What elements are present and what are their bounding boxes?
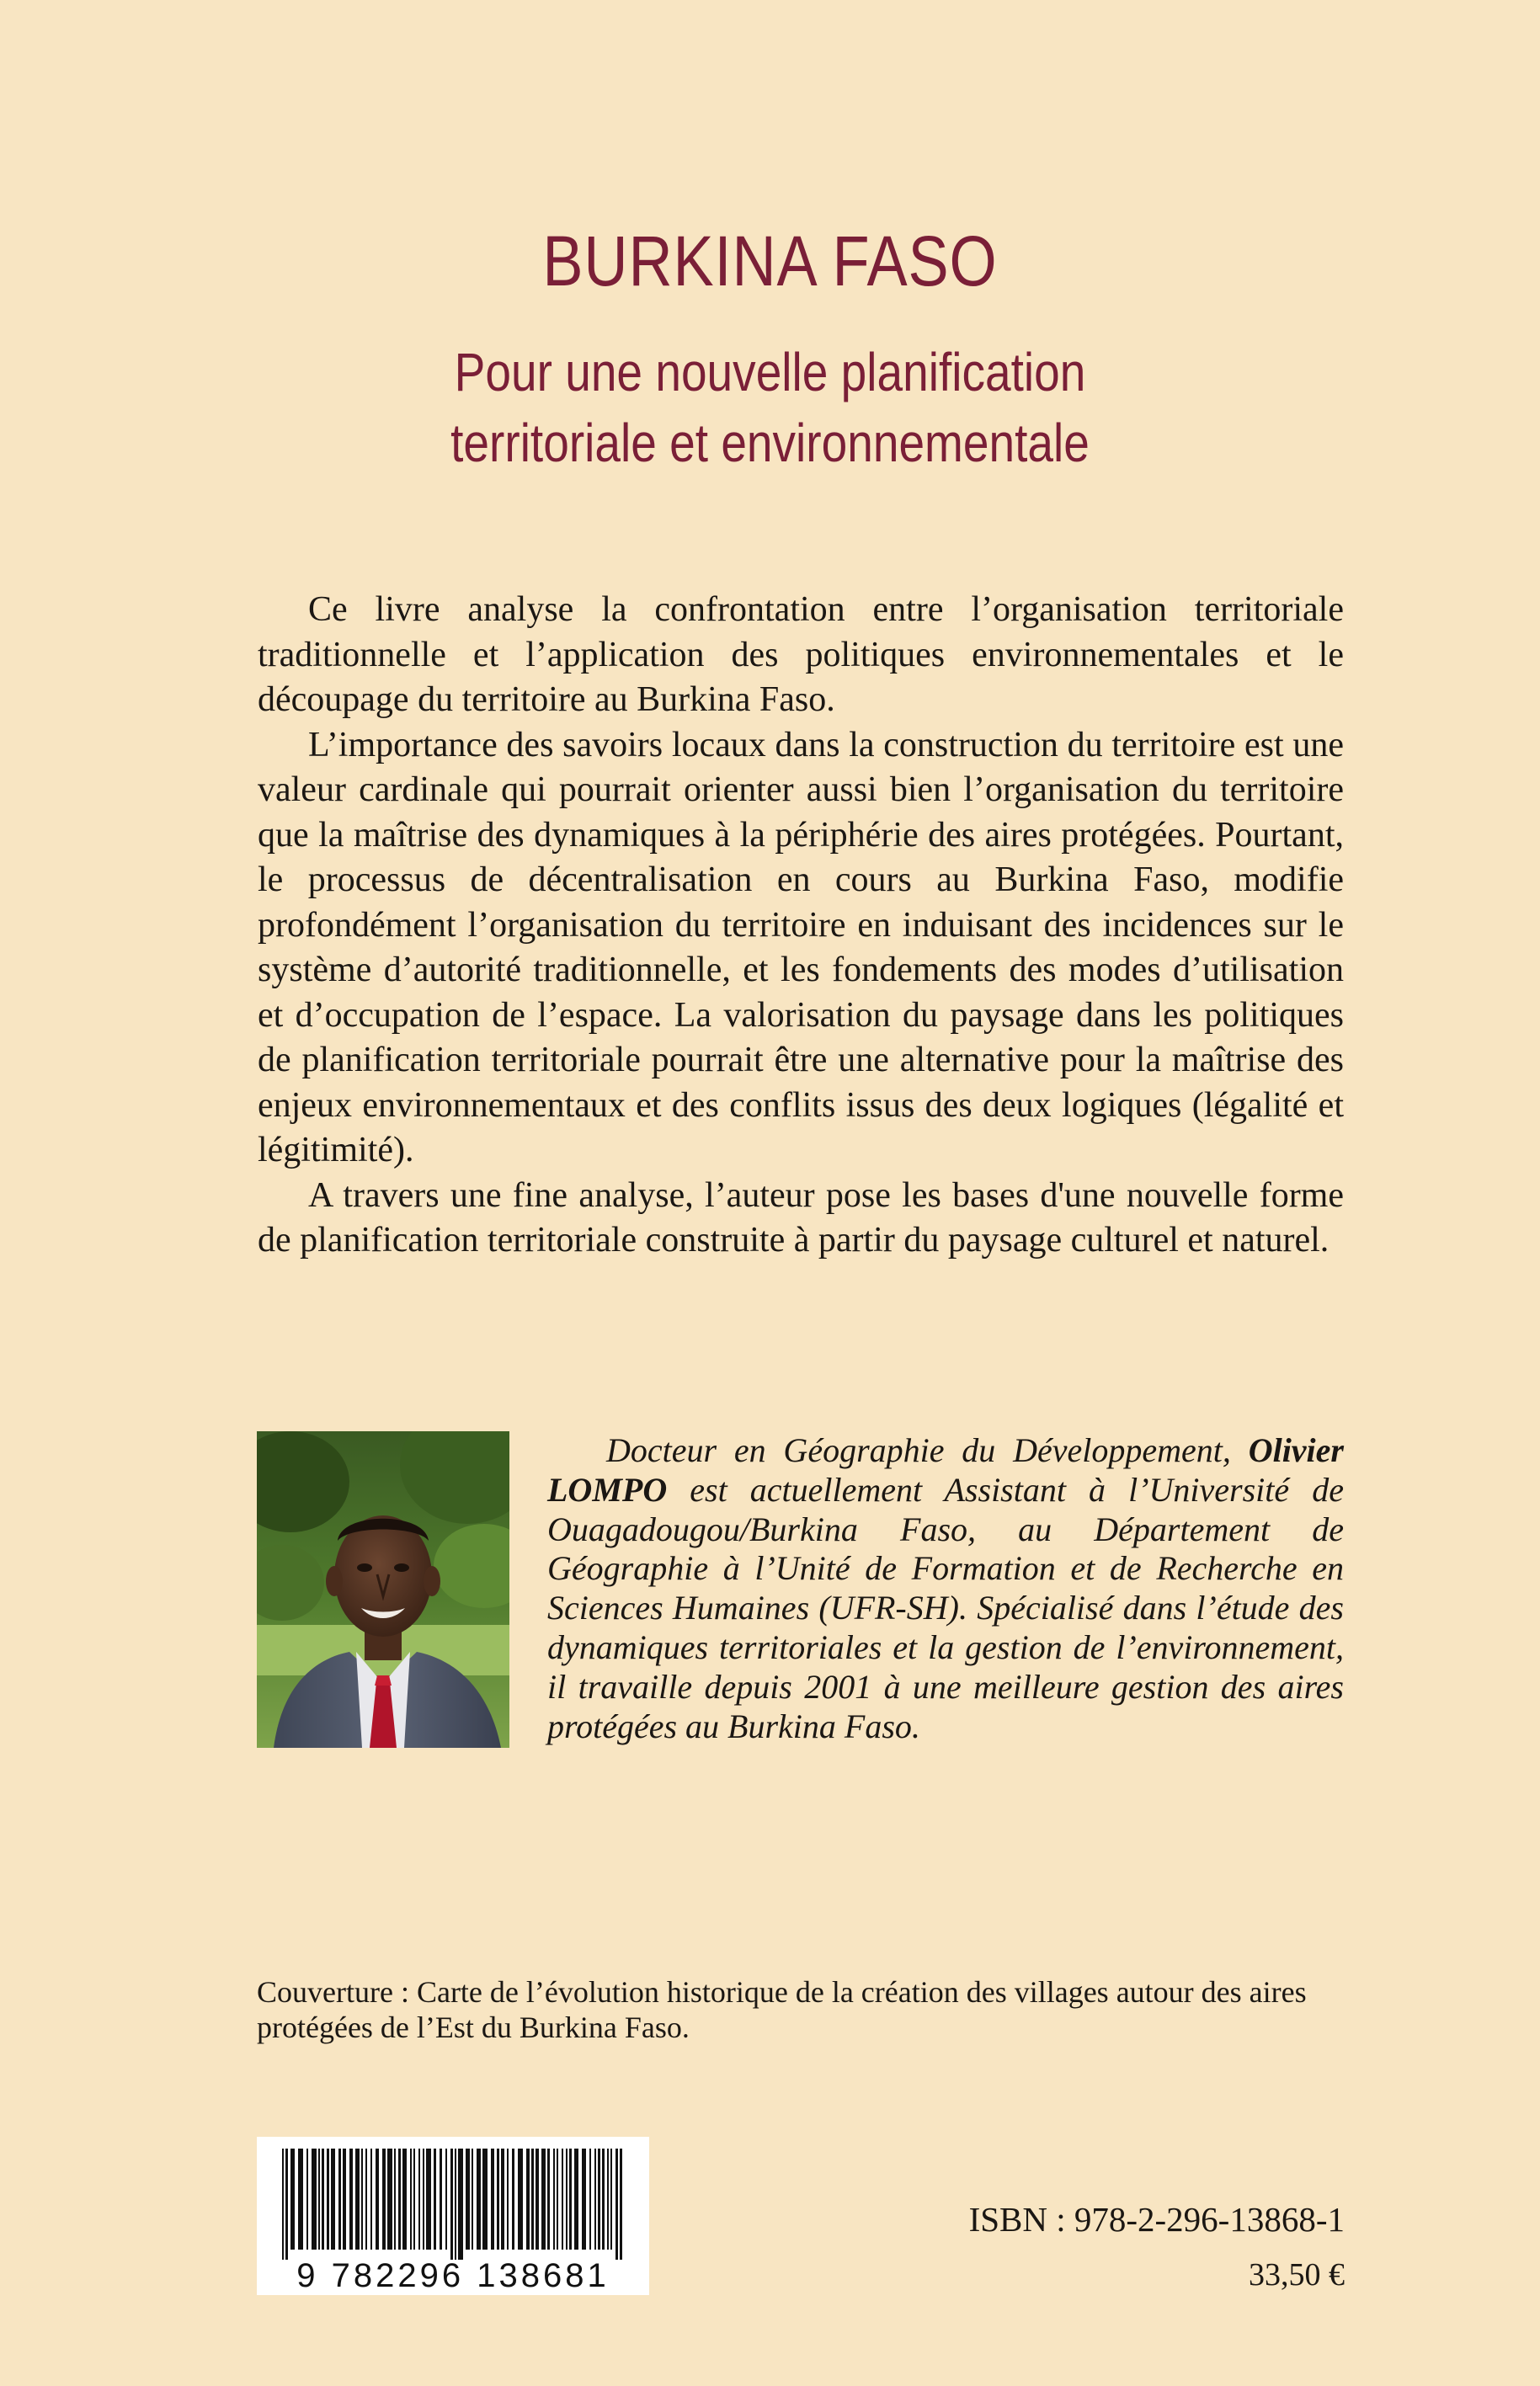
barcode-bar	[562, 2149, 563, 2250]
barcode-bar	[355, 2149, 360, 2250]
barcode-bar	[338, 2149, 341, 2250]
barcode-bars	[282, 2149, 622, 2260]
barcode-bar	[361, 2149, 363, 2250]
barcode-bar	[477, 2149, 481, 2250]
barcode-bar	[620, 2149, 622, 2260]
barcode-bar	[455, 2149, 456, 2260]
barcode-bar	[440, 2149, 442, 2250]
barcode-bar	[394, 2149, 396, 2250]
barcode-bar	[410, 2149, 412, 2250]
bio-details: est actuellement Assistant à l’Université de Ouagadougou/Burkina Faso, au Département de Géographie à l’Unité de Formation et de Recherche en Sciences Humaines (UFR-SH). Spécialisé dans l’étude des dynamiques territoriales et la gestion de l’environnement, il travaille depuis 2001 à une meilleure gestion des aires protégées au Burkina Faso.	[547, 1470, 1344, 1745]
barcode-bar	[610, 2149, 612, 2250]
barcode-bar	[553, 2149, 555, 2250]
summary-paragraph-2: L’importance des savoirs locaux dans la construction du territoire est une valeur cardinale qui pourrait orienter aussi bien l’organisation du territoire que la maîtrise des dynamiques à la périphérie des aires protégées. Pourtant, le processus de décentralisation en cours au Burkina Faso, modifie profondément l’organisation du territoire en induisant des incidences sur le système d’autorité traditionnelle, et les fondements des modes d’utilisation et d’occupation de l’espace. La valorisation du paysage dans les politiques de planification territoriale pourrait être une alternative pour la maîtrise des enjeux environnementaux et des conflits issus des deux logiques (légalité et légitimité).	[258, 725, 1344, 1169]
barcode-bar	[531, 2149, 534, 2250]
barcode-bar	[594, 2149, 596, 2250]
barcode-bar	[569, 2149, 572, 2250]
barcode-bar	[327, 2149, 329, 2250]
barcode-bar	[582, 2149, 586, 2250]
barcode-bar	[566, 2149, 568, 2250]
author-photo	[257, 1431, 509, 1748]
barcode-bar	[472, 2149, 473, 2250]
barcode-bar	[507, 2149, 509, 2250]
subtitle-line-1: Pour une nouvelle planification	[454, 342, 1086, 402]
barcode-bar	[370, 2149, 372, 2250]
barcode-bar	[450, 2149, 453, 2260]
author-bio	[547, 1431, 1344, 1746]
barcode-bar	[482, 2149, 488, 2250]
barcode-bar	[376, 2149, 379, 2250]
barcode-bar	[512, 2149, 514, 2250]
barcode-bar	[322, 2149, 324, 2250]
barcode-bar	[541, 2149, 546, 2250]
isbn: ISBN : 978-2-296-13868-1	[968, 2200, 1345, 2239]
barcode-bar	[318, 2149, 320, 2250]
barcode-bar	[574, 2149, 578, 2250]
barcode-bar	[607, 2149, 609, 2250]
barcode-bar	[536, 2149, 539, 2250]
barcode-bar	[615, 2149, 618, 2260]
subtitle-line-2: territoriale et environnementale	[450, 413, 1090, 473]
barcode-bar	[418, 2149, 420, 2250]
barcode-bar	[557, 2149, 558, 2250]
barcode-bar	[387, 2149, 392, 2250]
barcode-bar	[491, 2149, 494, 2250]
barcode-bar	[349, 2149, 353, 2250]
summary-paragraph-3: A travers une fine analyse, l’auteur pose les bases d'une nouvelle forme de planification territoriale construite à partir du paysage culturel et naturel.	[258, 1175, 1344, 1260]
barcode-bar	[518, 2149, 523, 2250]
barcode-bar	[458, 2149, 463, 2260]
barcode	[257, 2137, 649, 2295]
barcode-bar	[312, 2149, 317, 2250]
barcode-bar	[497, 2149, 499, 2250]
barcode-bar	[298, 2149, 303, 2250]
barcode-bar	[306, 2149, 308, 2250]
barcode-bar	[402, 2149, 407, 2250]
barcode-bar	[501, 2149, 504, 2250]
barcode-bar	[331, 2149, 335, 2250]
barcode-bar	[426, 2149, 431, 2250]
price: 33,50 €	[1249, 2257, 1345, 2293]
barcode-bar	[290, 2149, 295, 2250]
bio-intro: Docteur en Géographie du Développement,	[606, 1431, 1249, 1469]
cover-caption: Couverture : Carte de l’évolution historique de la création des villages autour des aires protégées de l’Est du Burkina Faso.	[257, 1975, 1307, 2044]
barcode-bar	[382, 2149, 386, 2250]
barcode-bar	[423, 2149, 424, 2250]
barcode-bar	[547, 2149, 550, 2250]
barcode-bar	[598, 2149, 600, 2250]
summary-paragraph-1: Ce livre analyse la confrontation entre l’organisation territoriale traditionnelle et l’application des politiques environnementales et le découpage du territoire au Burkina Faso.	[258, 590, 1344, 719]
barcode-bar	[365, 2149, 367, 2250]
barcode-bar	[413, 2149, 415, 2250]
book-subtitle	[108, 337, 1432, 478]
book-title: BURKINA FASO	[542, 221, 998, 301]
barcode-bar	[589, 2149, 591, 2250]
barcode-bar	[434, 2149, 436, 2250]
barcode-digits: 9 782296 138681	[296, 2257, 610, 2294]
barcode-bar	[466, 2149, 470, 2250]
barcode-bar	[602, 2149, 605, 2250]
barcode-bar	[282, 2149, 284, 2260]
barcode-bar	[445, 2149, 447, 2250]
barcode-bar	[285, 2149, 288, 2260]
barcode-bar	[526, 2149, 530, 2250]
summary	[258, 588, 1344, 1264]
barcode-bar	[398, 2149, 401, 2250]
barcode-bar	[343, 2149, 346, 2250]
author-name: Olivier LOMPO	[547, 1431, 1344, 1509]
